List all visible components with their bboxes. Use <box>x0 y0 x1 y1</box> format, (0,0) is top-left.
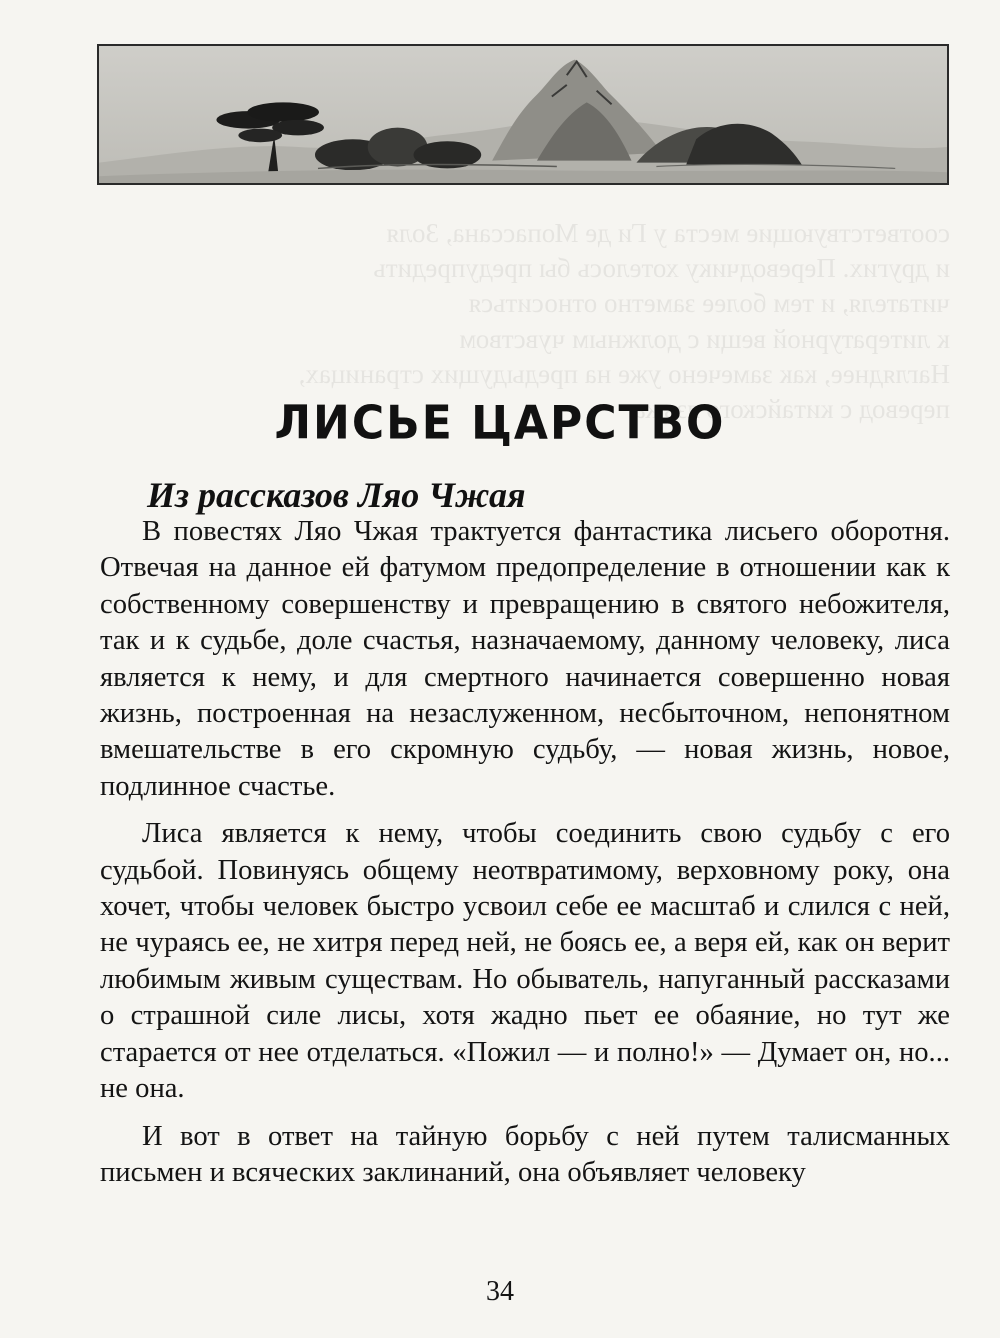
chapter-subtitle: Из рассказов Ляо Чжая <box>147 475 526 515</box>
landscape-illustration <box>97 44 949 185</box>
bleed-through-text: соответствующие места у Ги де Мопассана, Золя и других. Переводчику хотелось бы предупредить читателя, и тем более заметно относиться к литературной вещи с должным чувством Нагляднее, как замечено уже на предыдущих страницах, перевод с китайского языка <box>298 218 950 425</box>
paragraph: В повестях Ляо Чжая трактуется фантастика лисьего оборотня. Отвечая на данное ей фатумом предопределение в отношении как к собственному совершенству и превращению в святого небожителя, так и к судьбе, доле счастья, назначаемому, данному человеку, лиса является к нему, и для смертного начинается совершенно новая жизнь, построенная на незаслуженном, несбыточном, непонятном вмешательстве в его скромную судьбу, — новая жизнь, новое, подлинное счастье. <box>100 516 950 802</box>
paragraph: Лиса является к нему, чтобы соединить свою судьбу с его судьбой. Повинуясь общему неотвратимому, верховному року, она хочет, чтобы человек быстро усвоил себе ее масштаб и слился с ней, не чураясь ее, не хитря перед ней, не боясь ее, а веря ей, как он верит любимым живым существам. Но обыватель, напуганный рассказами о страшной силе лисы, хотя жадно пьет ее обаяние, но тут же старается от нее отделаться. «Пожил — и полно!» — Думает он, но... не она. <box>100 818 950 1105</box>
paragraph: И вот в ответ на тайную борьбу с ней путем талисманных письмен и всяческих заклинаний, она объявляет человеку <box>100 1120 950 1188</box>
page-number: 34 <box>486 1276 514 1307</box>
body-text <box>100 514 950 1202</box>
landscape-ink-painting <box>99 46 947 183</box>
chapter-title: ЛИСЬЕ ЦАРСТВО <box>274 396 726 451</box>
